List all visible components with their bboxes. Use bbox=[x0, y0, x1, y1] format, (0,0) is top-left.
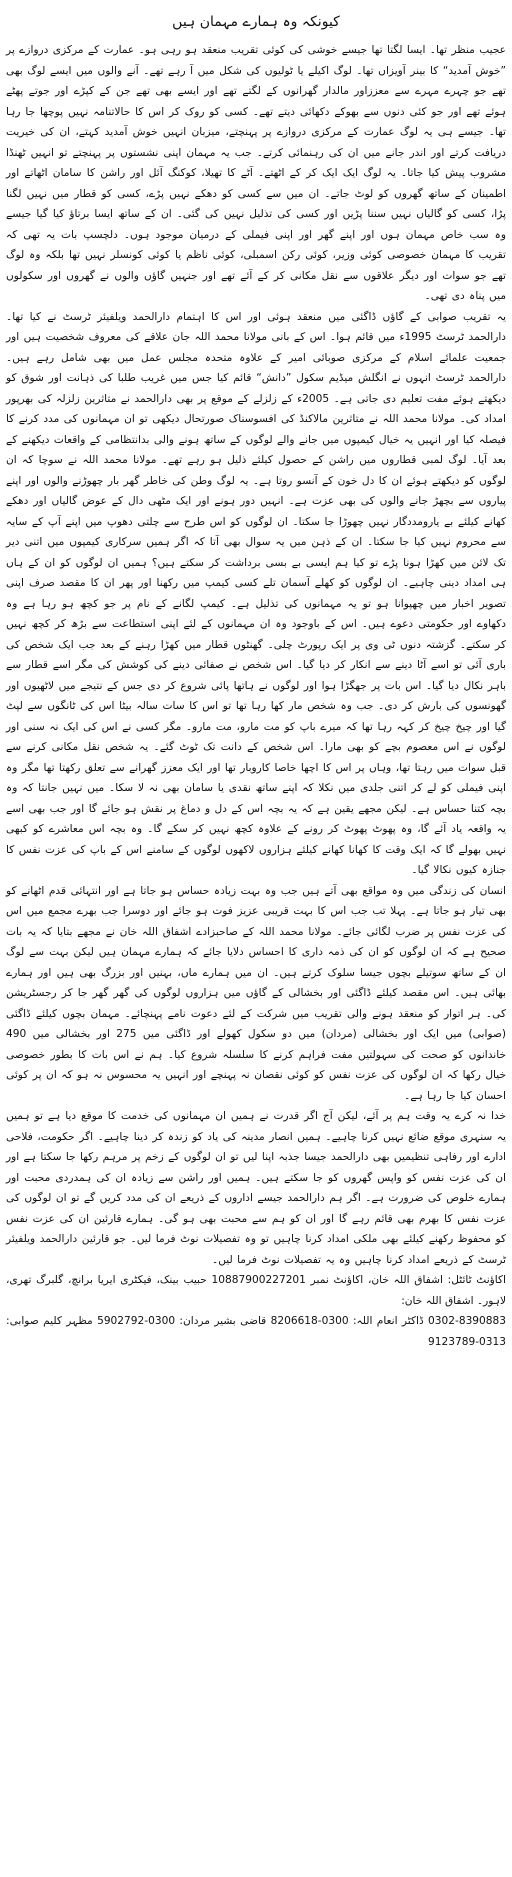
article-paragraph-2: یہ تقریب صوابی کے گاؤں ڈاگئی میں منعقد ہوئی اور اس کا اہتمام دارالحمد ویلفیئر ٹرسٹ نے کیا تھا۔ دارالحمد ٹرسٹ 1995ء میں قائم ہوا۔ اس کے بانی مولانا محمد اللہ جان علاقے کی معروف شخصیت ہیں اور جمعیت علمائے اسلام کے مرکزی صوبائی امیر کے علاوہ متحدہ مجلس عمل میں بھی شامل رہے ہیں۔ دارالحمد ٹرسٹ انہوں نے انگلش میڈیم سکول ”دانش“ قائم کیا جس میں غریب طلبا کی ذہانت اور شوق کو دیکھتے ہوئے مفت تعلیم دی جاتی ہے۔ 2005ء کے زلزلے کے موقع پر بھی دارالحمد نے متاثرین زلزلہ کی بھرپور امداد کی۔ مولانا محمد اللہ نے متاثرین مالاکنڈ کی افسوسناک صورتحال دیکھی تو ان مہمانوں کی مدد کرنے کا فیصلہ کیا اور انہیں یہ خیال کیمپوں میں جانے والے لوگوں کے ساتھ ہونے والی بدانتظامی کے واقعات دیکھنے کے بعد آیا۔ لوگ لمبی قطاروں میں راشن کے حصول کیلئے ذلیل ہو رہے تھے۔ مولانا محمد اللہ نے سوچا کہ ان لوگوں کو دیکھتے ہوئے ان کا دل خون کے آنسو روتا ہے۔ یہ لوگ وطن کی خاطر گھر بار چھوڑنے والوں اور اپنے پیاروں سے بچھڑ جانے والوں کی بھی عزت ہے۔ انہیں دور ہونے اور ایک مٹھی دال کے عوض گالیاں اور دھکے کھانے کیلئے بے یارومددگار نہیں چھوڑا جا سکتا۔ ان لوگوں کو اس طرح سے چلتی دھوپ میں اپنے آپ کے سایہ سے محروم نہیں کیا جا سکتا۔ ان کے ذہن میں یہ سوال بھی آتا کہ اگر ہمیں سرکاری کیمپوں میں اتنی دیر تک لائن میں کھڑا ہونا پڑے تو کیا ہم ایسی بے بسی برداشت کر سکتے ہیں؟ ہمیں ان لوگوں کو ان کے ہاں ہی امداد دینی چاہیے۔ ان لوگوں کو کھلے آسمان تلے کسی کیمپ میں رکھنا اور پھر ان کا مقصد صرف اپنی تصویر اخبار میں چھپوانا ہو تو یہ مہمانوں کی تذلیل ہے۔ کیمپ لگانے کے نام پر جو کچھ ہو رہا ہے وہ دکھاوے اور حکومتی دعوے ہیں۔ اس کے باوجود وہ ان مہمانوں کے لئے اپنی استطاعت سے بڑھ کر کچھ نہیں کر سکتے۔ گزشتہ دنوں ٹی وی پر ایک رپورٹ چلی۔ گھنٹوں قطار میں کھڑا رہنے کے بعد جب ایک شخص کی باری آئی تو اسے آٹا دینے سے انکار کر دیا گیا۔ اس شخص نے صفائی دینے کی کوشش کی مگر اسے قطار سے باہر نکال دیا گیا۔ اس بات پر جھگڑا ہوا اور لوگوں نے ہاتھا پائی شروع کر دی جس کے نتیجے میں لاٹھیوں اور گھونسوں کی بارش کر دی۔ جب وہ شخص مار کھا رہا تھا تو اس کا سات سالہ بیٹا اس کی ٹانگوں سے لپٹ گیا اور چیخ چیخ کر کہہ رہا تھا کہ میرے باپ کو مت مارو، مت مارو۔ مگر کسی نے اس کی ایک نہ سنی اور لوگوں نے اس معصوم بچے کو بھی مارا۔ اس شخص کے دانت تک ٹوٹ گئے۔ یہ شخص نقل مکانی کرنے سے قبل سوات میں رہتا تھا، وہاں پر اس کا اچھا خاصا کاروبار تھا اور ایک معزز گھرانے سے تعلق رکھتا تھا مگر وہ اپنی فیملی کو لے کر اتنی جلدی میں نکلا کہ اپنے ساتھ نقدی یا سامان بھی نہ لا سکا۔ میں نہیں جانتا کہ وہ بچہ کتنا حساس ہے۔ لیکن مجھے یقین ہے کہ یہ بچہ اس کے دل و دماغ پر نقش ہو جائے گا اور جب بھی اسے یہ واقعہ یاد آئے گا، وہ پھوٹ پھوٹ کر رونے کے علاوہ کچھ نہیں کر سکے گا۔ وہ بچہ اس معاشرے کو کبھی نہیں بھولے گا کہ ایک وقت کا کھانا کھانے کیلئے ہزاروں لاکھوں لوگوں کے سامنے اس کے باپ کی عزت نفس کا جنازہ کیوں نکالا گیا۔ bbox=[6, 310, 506, 876]
article-paragraph-1: عجیب منظر تھا۔ ایسا لگتا تھا جیسے خوشی کی کوئی تقریب منعقد ہو رہی ہو۔ عمارت کے مرکزی دروازے پر ”خوش آمدید“ کا بینر آویزاں تھا۔ لوگ اکیلے یا ٹولیوں کی شکل میں آ رہے تھے۔ آنے والوں میں ایسے لوگ بھی تھے جو چہرے مہرے سے معززاور مالدار گھرانوں کے لگتے تھے اور ایسے بھی تھے جن کے کپڑے اور جوتے پھٹے ہوئے تھے اور جو کئی دنوں سے بھوکے دکھائی دیتے تھے۔ کسی کو روک کر اس کا حالاتنامہ نہیں پوچھا جا رہا تھا۔ جیسے ہی یہ لوگ عمارت کے مرکزی دروازے پر پہنچتے، میزبان انہیں خوش آمدید کہتے، ان کی خیریت دریافت کرتے اور اندر جانے میں ان کی رہنمائی کرتے۔ جب یہ مہمان اپنی نشستوں پر پہنچتے تو انہیں ٹھنڈا مشروب پیش کیا جاتا۔ یہ لوگ ایک ایک کر کے اٹھتے۔ آٹے کا تھیلا، کوکنگ آئل اور راشن کا سامان اٹھاتے اور اطمینان کے ساتھ گھروں کو لوٹ جاتے۔ ان میں سے کسی کو دھکے نہیں پڑے، کسی کو قطار میں نہیں لگنا پڑا، کسی کو گالیاں نہیں سننا پڑیں اور کسی کی تذلیل نہیں کی گئی۔ ان کے ساتھ ایسا برتاؤ کیا گیا جیسے وہ سب خاص مہمان ہوں اور اپنے گھر اور اپنی فیملی کے درمیان موجود ہوں۔ دلچسپ بات یہ تھی کہ تقریب کا مہمان خصوصی کوئی وزیر، کوئی رکن اسمبلی، کوئی ناظم یا کوئی کونسلر نہیں تھا بلکہ وہ لوگ تھے جو سوات اور دیگر علاقوں سے نقل مکانی کر کے آئے تھے اور جنہیں گاؤں والوں نے گھروں اور سکولوں میں پناہ دی تھی۔ bbox=[6, 44, 506, 302]
article-paragraph-3: انسان کی زندگی میں وہ مواقع بھی آتے ہیں جب وہ بہت زیادہ حساس ہو جاتا ہے اور انتہائی قدم اٹھانے کو بھی تیار ہو جاتا ہے۔ پہلا تب جب اس کا بہت قریبی عزیز فوت ہو جائے اور دوسرا جب بھرے مجمع میں اس کی عزت نفس پر ضرب لگائی جائے۔ مولانا محمد اللہ کے صاحبزادے اشفاق اللہ خان نے مجھے بتایا کہ یہ بات صحیح ہے کہ ان لوگوں کو ان کی ذمہ داری کا احساس دلایا جائے کہ ہمارے مہمان ہیں لیکن بہت سے لوگ ان کے ساتھ سوتیلے بچوں جیسا سلوک کرتے ہیں۔ ان میں ہمارے ماں، بہنیں اور بزرگ بھی ہیں اور ہمارے بھائی ہیں۔ اس مقصد کیلئے ڈاگئی اور بخشالی کے گاؤں میں ہزاروں لوگوں کی گھر گھر جا کر رجسٹریشن کی۔ ہر اتوار کو منعقد ہونے والی تقریب میں شرکت کے لئے دعوت نامے پہنچائے۔ مہمان بچوں کیلئے ڈاگئی (صوابی) میں ایک اور بخشالی (مردان) میں دو سکول کھولے اور ڈاگئی میں 275 اور بخشالی میں 490 خاندانوں کو صحت کی سہولتیں مفت فراہم کرنے کا سلسلہ شروع کیا۔ ہم نے اس بات کا بطور خصوصی خیال رکھا کہ ان لوگوں کی عزت نفس کو کوئی نقصان نہ پہنچے اور انہیں یہ محسوس نہ ہو کہ ان پر کوئی احسان کیا جا رہا ہے۔ bbox=[6, 884, 506, 1102]
bank-account-line: اکاؤنٹ ٹائٹل: اشفاق اللہ خان، اکاؤنٹ نمبر 10887900227201 حبیب بینک، فیکٹری ایریا برانچ، گلبرگ تھری، لاہور۔ اشفاق اللہ خان: bbox=[6, 1274, 506, 1307]
contact-numbers-line: 0302-8390883 ڈاکٹر انعام اللہ: 0300-8206618 قاضی بشیر مردان: 0300-5902792 مظہر کلیم صوابی: 0313-9123789 bbox=[6, 1315, 507, 1348]
article-paragraph-4: خدا نہ کرے یہ وقت ہم پر آئے، لیکن آج اگر قدرت نے ہمیں ان مہمانوں کی خدمت کا موقع دیا ہے تو ہمیں یہ سنہری موقع ضائع نہیں کرنا چاہیے۔ ہمیں انصار مدینہ کی یاد کو زندہ کر دینا چاہیے۔ اگر حکومت، فلاحی ادارے اور رفاہی تنظیمیں بھی دارالحمد جیسا جذبہ اپنا لیں تو ان لوگوں کے زخم پر مرہم رکھا جا سکتا ہے اور ان کی عزت نفس کو واپس گھروں کو جا سکتے ہیں۔ ہمیں اور راشن سے زیادہ ان کی ہمدردی محبت اور ہمارے خلوص کی ضرورت ہے۔ اگر ہم دارالحمد جیسے اداروں کے ذریعے ان کی مدد کریں گے تو ان لوگوں کی عزت نفس کا بھرم بھی قائم رہے گا اور ان کو ہم سے محبت بھی ہو گی۔ ہمارے قارئین ان کی عزت نفس کو محفوظ رکھنے کیلئے بھی ملکی امداد کرنا چاہیں تو وہ تفصیلات نوٹ فرما لیں۔ جو قارئین دارالحمد ویلفیئر ٹرسٹ کے ذریعے امداد کرنا چاہیں وہ یہ تفصیلات نوٹ فرما لیں۔ bbox=[6, 1110, 506, 1266]
article-title: کیونکہ وہ ہمارے مہمان ہیں bbox=[172, 14, 340, 30]
bank-details bbox=[6, 1270, 506, 1352]
